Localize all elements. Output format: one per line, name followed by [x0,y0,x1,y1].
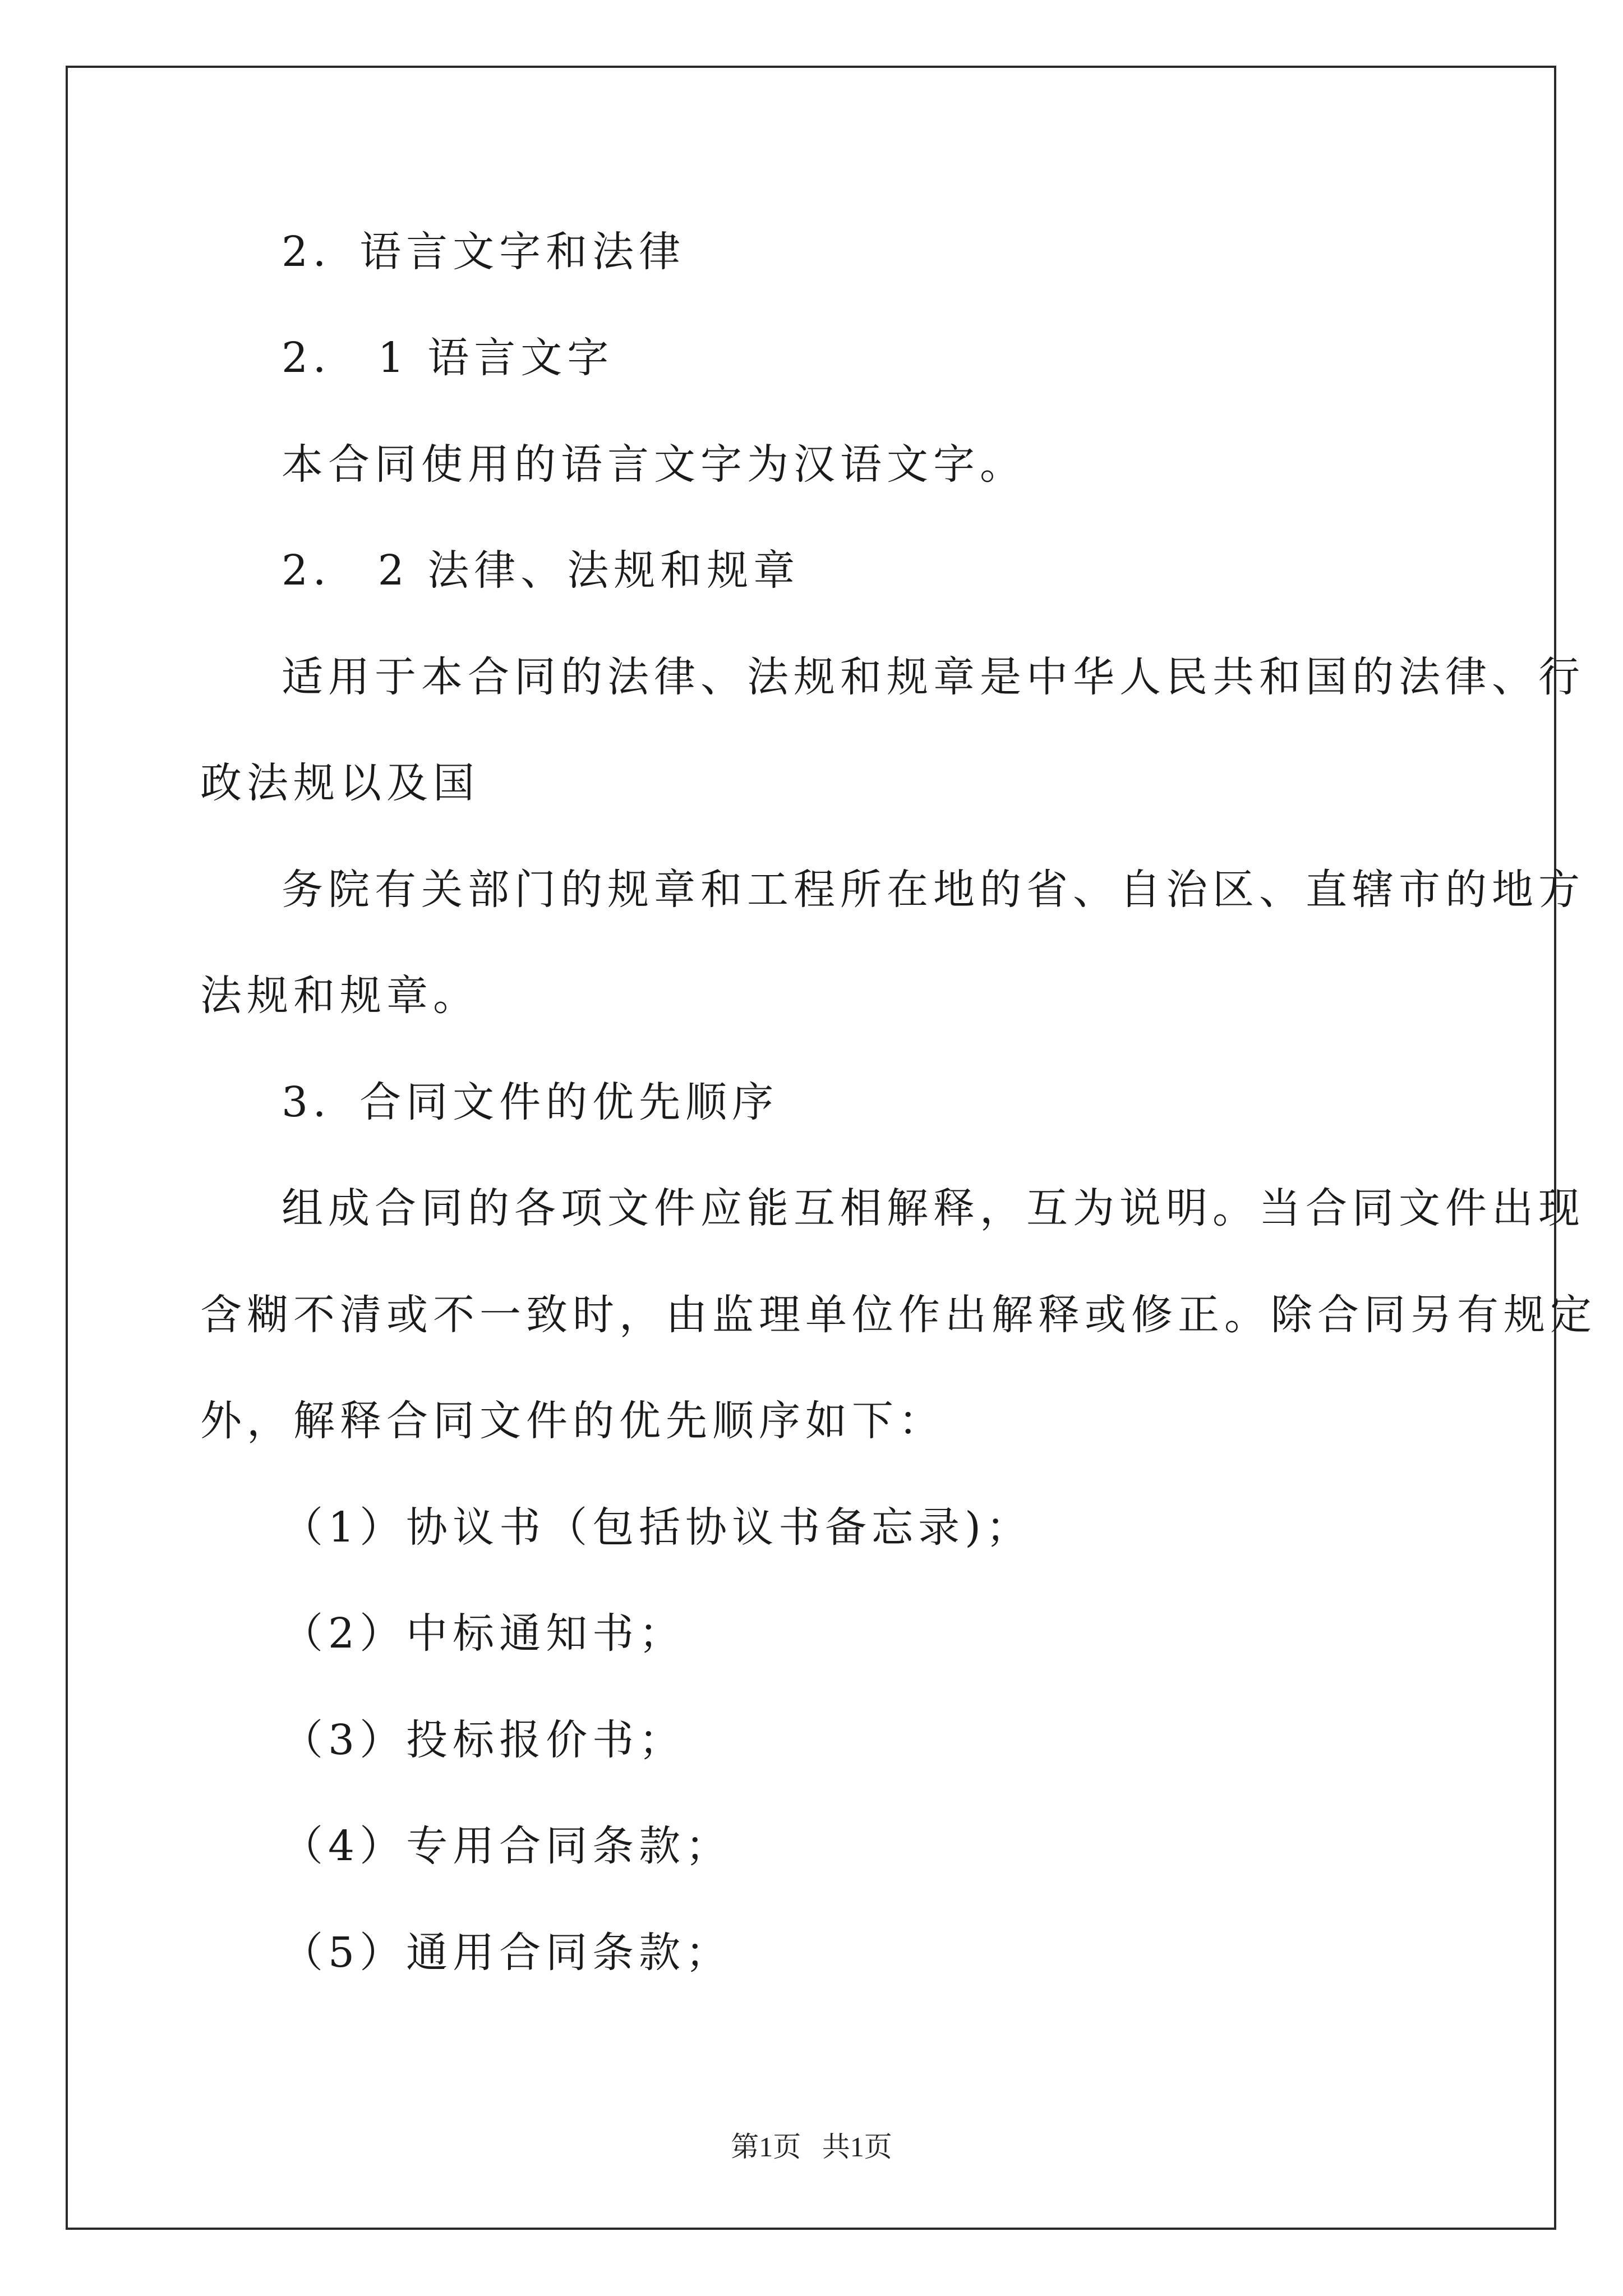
paragraph-line: 政法规以及国 [200,759,479,807]
list-item: （5）通用合同条款； [282,1929,732,1977]
list-item: （1）协议书（包括协议书备忘录)； [282,1503,1032,1552]
subsection-heading: 2． 2 法律、法规和规章 [282,546,800,595]
paragraph-line: 务院有关部门的规章和工程所在地的省、自治区、直辖市的地方 [282,866,1585,914]
paragraph-line: 本合同使用的语言文字为汉语文字。 [282,440,1026,489]
subsection-heading: 2． 1 语言文字 [282,334,614,382]
paragraph-line: 组成合同的各项文件应能互相解释，互为说明。当合同文件出现 [282,1184,1585,1232]
page-number: 第1页 共1页 [731,2131,892,2162]
list-item: （2）中标通知书； [282,1609,686,1658]
paragraph-line: 含糊不清或不一致时，由监理单位作出解释或修正。除合同另有规定 [200,1291,1597,1339]
section-heading: 2．语言文字和法律 [282,228,686,276]
page-border [66,66,1556,2230]
paragraph-line: 法规和规章。 [200,972,479,1020]
list-item: （4）专用合同条款； [282,1822,732,1870]
page-footer [0,2133,1623,2161]
paragraph-line: 外，解释合同文件的优先顺序如下： [200,1397,945,1445]
list-item: （3）投标报价书； [282,1716,686,1764]
paragraph-line: 适用于本合同的法律、法规和规章是中华人民共和国的法律、行 [282,653,1585,701]
section-heading: 3．合同文件的优先顺序 [282,1078,779,1126]
